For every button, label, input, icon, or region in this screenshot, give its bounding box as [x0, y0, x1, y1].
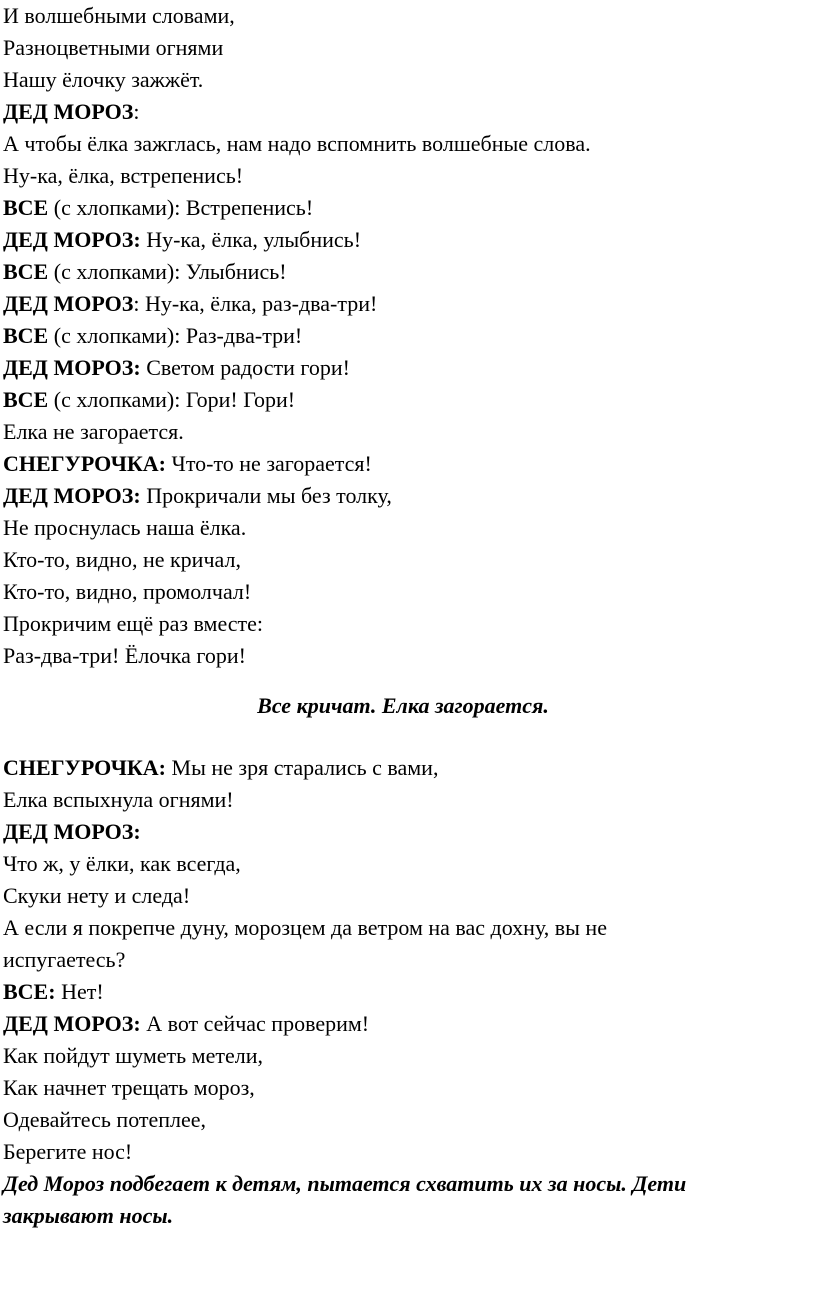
- line-text: Что ж, у ёлки, как всегда,: [3, 851, 241, 876]
- text-line: [3, 544, 241, 576]
- line-text: Нашу ёлочку зажжёт.: [3, 67, 204, 92]
- line-text: А вот сейчас проверим!: [140, 1011, 370, 1036]
- line-text: Прокричим ещё раз вместе:: [3, 611, 264, 636]
- speaker-name: ВСЕ: [3, 195, 49, 220]
- line-text: :: [133, 99, 140, 124]
- speaker-name: СНЕГУРОЧКА:: [3, 451, 167, 476]
- line-text: Раз-два-три! Ёлочка гори!: [3, 643, 246, 668]
- text-line: [3, 1104, 206, 1136]
- text-line: [3, 1168, 686, 1200]
- speaker-name: ВСЕ:: [3, 979, 56, 1004]
- line-text: Светом радости гори!: [140, 355, 350, 380]
- text-line: [3, 784, 234, 816]
- text-line: [3, 448, 372, 480]
- line-text: И волшебными словами,: [3, 3, 235, 28]
- speaker-name: ВСЕ: [3, 259, 49, 284]
- text-line: [3, 912, 607, 944]
- text-line: [3, 352, 350, 384]
- text-line: [3, 816, 141, 848]
- speaker-name: ДЕД МОРОЗ:: [3, 483, 141, 508]
- text-line: [3, 944, 125, 976]
- line-text: Кто-то, видно, не кричал,: [3, 547, 241, 572]
- stage-direction-text: Все кричат. Елка загорается.: [257, 693, 549, 718]
- line-text: Прокричали мы без толку,: [140, 483, 392, 508]
- text-line: [3, 1072, 255, 1104]
- line-text: (с хлопками): Гори! Гори!: [48, 387, 296, 412]
- line-text: Нет!: [55, 979, 104, 1004]
- text-line: [3, 224, 361, 256]
- line-text: Что-то не загорается!: [166, 451, 372, 476]
- text-line: [3, 1136, 132, 1168]
- text-line: [3, 416, 184, 448]
- text-line: [3, 848, 241, 880]
- line-text: Елка не загорается.: [3, 419, 184, 444]
- speaker-name: ДЕД МОРОЗ:: [3, 227, 141, 252]
- text-line: [3, 752, 438, 784]
- line-text: (с хлопками): Встрепенись!: [48, 195, 314, 220]
- line-text: : Ну-ка, ёлка, раз-два-три!: [133, 291, 378, 316]
- text-line: [3, 576, 251, 608]
- speaker-name: ДЕД МОРОЗ:: [3, 1011, 141, 1036]
- line-text: Мы не зря старались с вами,: [166, 755, 439, 780]
- text-line: [3, 256, 287, 288]
- text-line: [3, 128, 591, 160]
- text-line: [3, 320, 302, 352]
- speaker-name: ДЕД МОРОЗ:: [3, 355, 141, 380]
- text-line: [3, 880, 190, 912]
- text-line: [3, 1040, 263, 1072]
- speaker-name: ДЕД МОРОЗ: [3, 99, 134, 124]
- text-line: [3, 64, 203, 96]
- text-line: [3, 976, 104, 1008]
- line-text: Скуки нету и следа!: [3, 883, 191, 908]
- speaker-name: ДЕД МОРОЗ:: [3, 819, 141, 844]
- line-text: А чтобы ёлка зажглась, нам надо вспомнить волшебные слова.: [3, 131, 591, 156]
- speaker-name: СНЕГУРОЧКА:: [3, 755, 167, 780]
- speaker-name: ВСЕ: [3, 387, 49, 412]
- line-text: А если я покрепче дуну, морозцем да ветром на вас дохну, вы не: [3, 915, 607, 940]
- line-text: Одевайтесь потеплее,: [3, 1107, 207, 1132]
- text-line: [3, 96, 139, 128]
- text-line: [3, 1008, 369, 1040]
- text-line: [3, 32, 223, 64]
- line-text: (с хлопками): Раз-два-три!: [48, 323, 303, 348]
- text-line: [3, 608, 263, 640]
- line-text: Берегите нос!: [3, 1139, 133, 1164]
- line-text: Ну-ка, ёлка, встрепенись!: [3, 163, 244, 188]
- text-line: [3, 160, 243, 192]
- line-text: Елка вспыхнула огнями!: [3, 787, 234, 812]
- text-line: [3, 512, 246, 544]
- text-line: [3, 480, 392, 512]
- stage-direction-text: Дед Мороз подбегает к детям, пытается схватить их за носы. Дети: [3, 1171, 687, 1196]
- line-text: (с хлопками): Улыбнись!: [48, 259, 287, 284]
- text-line: [3, 640, 246, 672]
- speaker-name: ВСЕ: [3, 323, 49, 348]
- line-text: Разноцветными огнями: [3, 35, 224, 60]
- line-text: Ну-ка, ёлка, улыбнись!: [140, 227, 362, 252]
- speaker-name: ДЕД МОРОЗ: [3, 291, 134, 316]
- line-text: Как начнет трещать мороз,: [3, 1075, 255, 1100]
- text-line: [3, 288, 377, 320]
- line-text: испугаетесь?: [3, 947, 126, 972]
- line-text: Как пойдут шуметь метели,: [3, 1043, 263, 1068]
- text-line: [3, 1200, 173, 1232]
- line-text: Не проснулась наша ёлка.: [3, 515, 247, 540]
- text-line: [3, 0, 235, 32]
- text-line: [3, 384, 295, 416]
- line-text: Кто-то, видно, промолчал!: [3, 579, 252, 604]
- stage-direction: [3, 690, 803, 722]
- stage-direction-text: закрывают носы.: [3, 1203, 174, 1228]
- text-line: [3, 192, 313, 224]
